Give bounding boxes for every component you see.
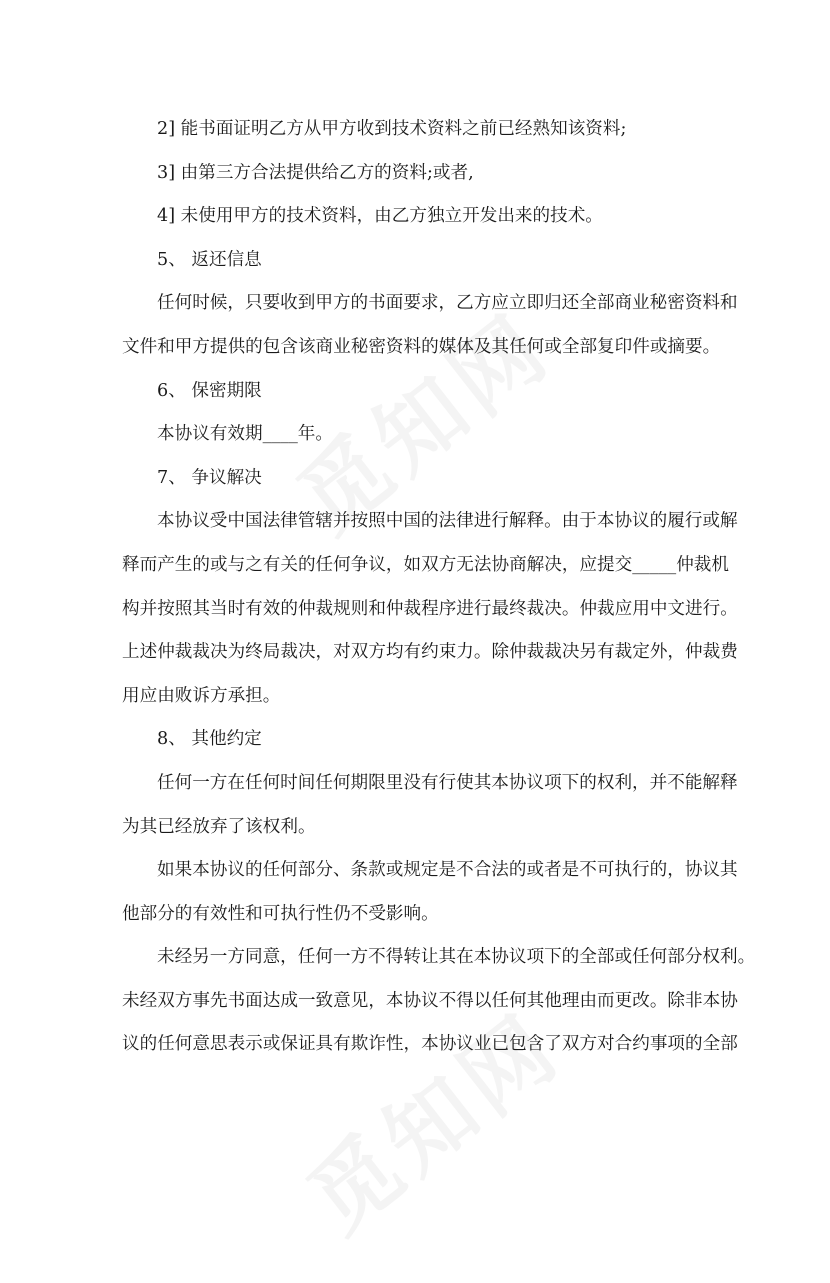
clause-item-3: 3] 由第三方合法提供给乙方的资料;或者, — [157, 162, 474, 183]
paragraph-line: 任何一方在任何时间任何期限里没有行使其本协议项下的权利，并不能解释 — [157, 772, 738, 793]
paragraph-line: 他部分的有效性和可执行性仍不受影响。 — [122, 903, 439, 924]
section-heading-return-info: 5、 返还信息 — [157, 249, 262, 270]
paragraph-line: 任何时候，只要收到甲方的书面要求，乙方应立即归还全部商业秘密资料和 — [157, 293, 738, 314]
section-heading-dispute-resolution: 7、 争议解决 — [157, 467, 262, 488]
paragraph-line: 本协议受中国法律管辖并按照中国的法律进行解释。由于本协议的履行或解 — [157, 511, 738, 532]
paragraph-line: 议的任何意思表示或保证具有欺诈性，本协议业已包含了双方对合约事项的全部 — [122, 1034, 738, 1055]
paragraph-line: 用应由败诉方承担。 — [122, 685, 281, 706]
section-heading-other-agreements: 8、 其他约定 — [157, 729, 262, 750]
paragraph-line: 如果本协议的任何部分、条款或规定是不合法的或者是不可执行的，协议其 — [157, 860, 738, 881]
paragraph-line: 未经另一方同意，任何一方不得转让其在本协议项下的全部或任何部分权利。 — [157, 947, 756, 968]
paragraph-line: 释而产生的或与之有关的任何争议，如双方无法协商解决，应提交_____仲裁机 — [122, 554, 729, 575]
paragraph-line: 未经双方事先书面达成一致意见，本协议不得以任何其他理由而更改。除非本协 — [122, 990, 738, 1011]
clause-item-2: 2] 能书面证明乙方从甲方收到技术资料之前已经熟知该资料; — [157, 119, 627, 139]
paragraph-line: 构并按照其当时有效的仲裁规则和仲裁程序进行最终裁决。仲裁应用中文进行。 — [122, 598, 738, 619]
paragraph-line: 上述仲裁裁决为终局裁决，对双方均有约束力。除仲裁裁决另有裁定外，仲裁费 — [122, 642, 738, 663]
clause-item-4: 4] 未使用甲方的技术资料，由乙方独立开发出来的技术。 — [157, 206, 603, 227]
paragraph-line: 本协议有效期____年。 — [157, 424, 333, 445]
paragraph-line: 为其已经放弃了该权利。 — [122, 816, 316, 837]
document-body — [122, 108, 756, 1067]
section-heading-confidentiality-term: 6、 保密期限 — [157, 380, 262, 401]
paragraph-line: 文件和甲方提供的包含该商业秘密资料的媒体及其任何或全部复印件或摘要。 — [122, 336, 721, 357]
